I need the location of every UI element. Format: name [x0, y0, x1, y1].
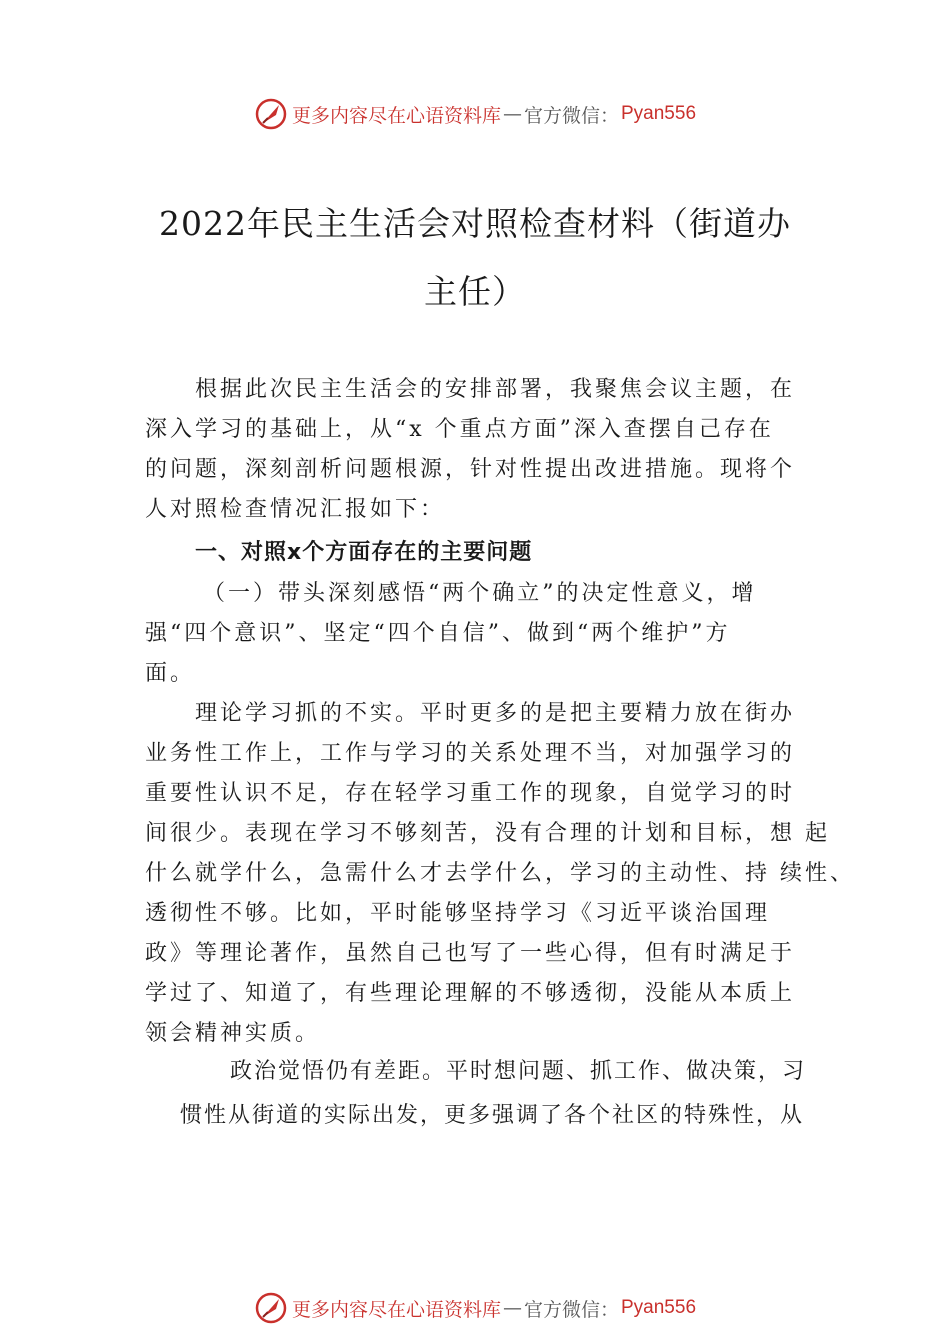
- banner-separator: —: [502, 1297, 522, 1319]
- text-line: 政治觉悟仍有差距。平时想问题、抓工作、做决策，习: [230, 1059, 807, 1084]
- banner-wechat-label: 官方微信：: [523, 1298, 619, 1321]
- text-line: 政》等理论著作，虽然自己也写了一些心得，但有时满足于: [145, 941, 796, 966]
- banner-wechat-id: Pyan556: [621, 103, 697, 124]
- text-line: 人对照检查情况汇报如下：: [145, 497, 446, 522]
- text-line: 间很少。表现在学习不够刻苦，没有合理的计划和目标，想 起: [145, 821, 830, 846]
- banner-library-name: 更多内容尽在心语资料库: [291, 104, 501, 127]
- banner-library-name: 更多内容尽在心语资料库: [291, 1298, 501, 1321]
- quill-pen-seal-icon: [254, 1291, 288, 1325]
- text-line: （一）带头深刻感悟“两个确立”的决定性意义，增: [203, 581, 757, 606]
- subsection-heading: [145, 574, 815, 694]
- quill-pen-seal-icon: [254, 97, 288, 131]
- banner-wechat-label: 官方微信：: [523, 104, 619, 127]
- text-line: 深入学习的基础上，从“x 个重点方面”深入查摆自己存在: [145, 417, 774, 442]
- text-line: 什么就学什么，急需什么才去学什么，学习的主动性、持 续性、: [145, 861, 855, 886]
- text-line: 理论学习抓的不实。平时更多的是把主要精力放在街办: [195, 701, 796, 726]
- document-title: [145, 190, 805, 326]
- body-paragraph-1: [145, 694, 855, 1054]
- text-line: 重要性认识不足，存在轻学习重工作的现象，自觉学习的时: [145, 781, 796, 806]
- text-line: 的问题，深刻剖析问题根源，针对性提出改进措施。现将个: [145, 457, 796, 482]
- title-line-1: 2022年民主生活会对照检查材料（街道办: [159, 204, 791, 243]
- text-line: 根据此次民主生活会的安排部署，我聚焦会议主题，在: [195, 377, 796, 402]
- text-line: 惯性从街道的实际出发，更多强调了各个社区的特殊性，从: [180, 1103, 805, 1128]
- header-banner: [0, 94, 950, 134]
- intro-paragraph: [145, 370, 815, 530]
- text-line: 学过了、知道了，有些理论理解的不够透彻，没能从本质上: [145, 981, 796, 1006]
- footer-banner: [0, 1288, 950, 1328]
- text-line: 强“四个意识”、坚定“四个自信”、做到“两个维护”方: [145, 621, 731, 646]
- body-paragraph-2: [180, 1050, 820, 1138]
- banner-separator: —: [502, 103, 522, 125]
- text-line: 透彻性不够。比如，平时能够坚持学习《习近平谈治国理: [145, 901, 771, 926]
- banner-wechat-id: Pyan556: [621, 1297, 697, 1318]
- text-line: 面。: [145, 661, 196, 686]
- text-line: 领会精神实质。: [145, 1021, 321, 1046]
- section-heading: 一、对照x个方面存在的主要问题: [195, 540, 533, 565]
- text-line: 业务性工作上，工作与学习的关系处理不当，对加强学习的: [145, 741, 796, 766]
- title-line-2: 主任）: [424, 272, 526, 311]
